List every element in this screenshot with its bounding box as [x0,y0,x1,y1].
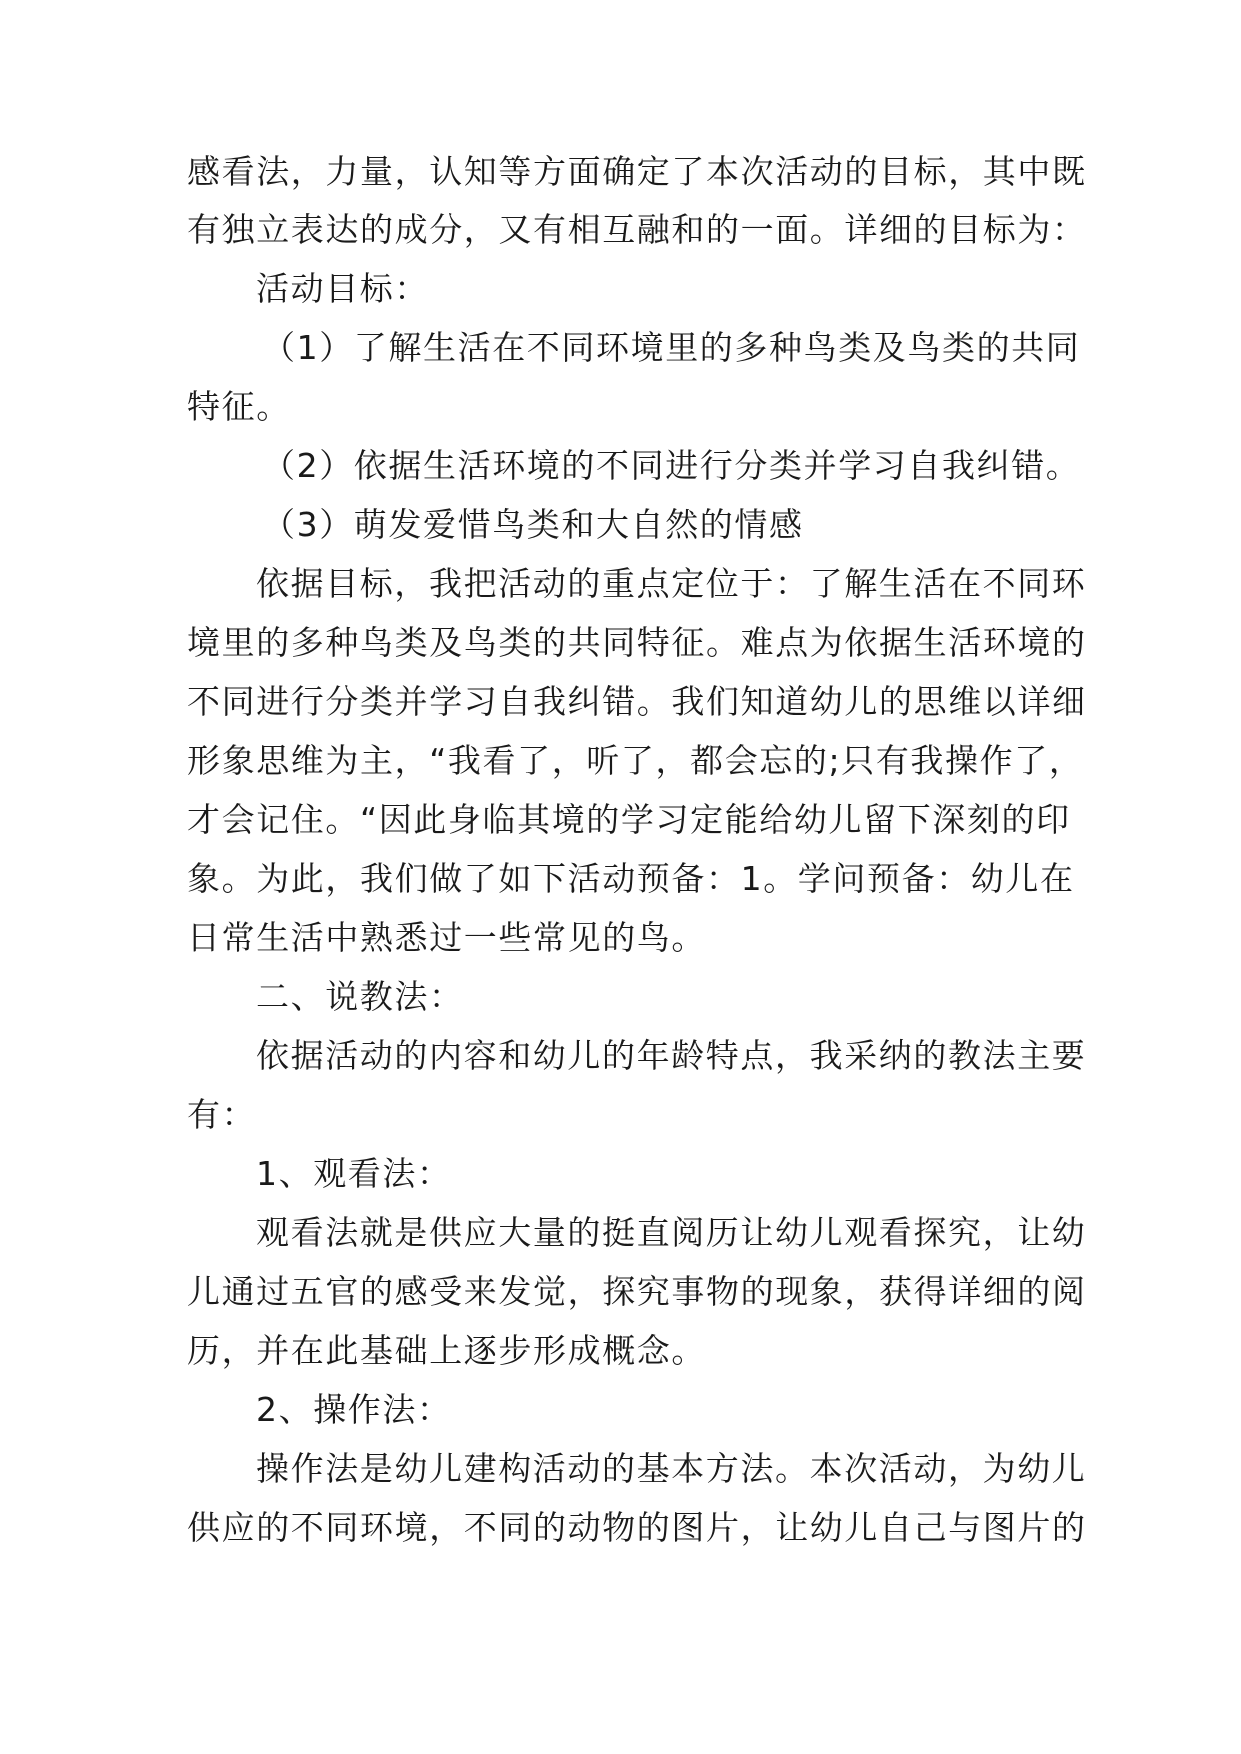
text-line: 依据目标，我把活动的重点定位于：了解生活在不同环 [256,564,1087,603]
text-line: 操作法是幼儿建构活动的基本方法。本次活动，为幼儿 [256,1449,1087,1488]
text-line: 儿通过五官的感受来发觉，探究事物的现象，获得详细的阅 [187,1272,1087,1311]
text-line: 境里的多种鸟类及鸟类的共同特征。难点为依据生活环境的 [187,623,1087,662]
subsection-heading: 1、观看法： [256,1154,452,1193]
text-line: 有： [187,1095,257,1134]
text-line: 特征。 [187,387,291,426]
section-label: 活动目标： [256,269,429,308]
objective-item: （1）了解生活在不同环境里的多种鸟类及鸟类的共同 [262,328,1081,367]
text-line: 感看法，力量，认知等方面确定了本次活动的目标，其中既 [187,152,1087,191]
text-line: 不同进行分类并学习自我纠错。我们知道幼儿的思维以详细 [187,682,1087,721]
text-line: 日常生活中熟悉过一些常见的鸟。 [187,918,706,957]
text-line: 象。为此，我们做了如下活动预备：1。学问预备：幼儿在 [187,859,1075,898]
subsection-heading: 2、操作法： [256,1390,452,1429]
text-line: 历，并在此基础上逐步形成概念。 [187,1331,706,1370]
objective-item: （2）依据生活环境的不同进行分类并学习自我纠错。 [262,446,1081,485]
text-line: 依据活动的内容和幼儿的年龄特点，我采纳的教法主要 [256,1036,1087,1075]
objective-item: （3）萌发爱惜鸟类和大自然的情感 [262,505,804,544]
text-line: 有独立表达的成分，又有相互融和的一面。详细的目标为： [187,210,1087,249]
text-line: 才会记住。“因此身临其境的学习定能给幼儿留下深刻的印 [187,800,1071,839]
section-heading: 二、说教法： [256,977,464,1016]
text-line: 供应的不同环境，不同的动物的图片，让幼儿自己与图片的 [187,1508,1087,1547]
text-line: 观看法就是供应大量的挺直阅历让幼儿观看探究，让幼 [256,1213,1087,1252]
text-line: 形象思维为主，“我看了，听了，都会忘的;只有我操作了， [187,741,1084,780]
